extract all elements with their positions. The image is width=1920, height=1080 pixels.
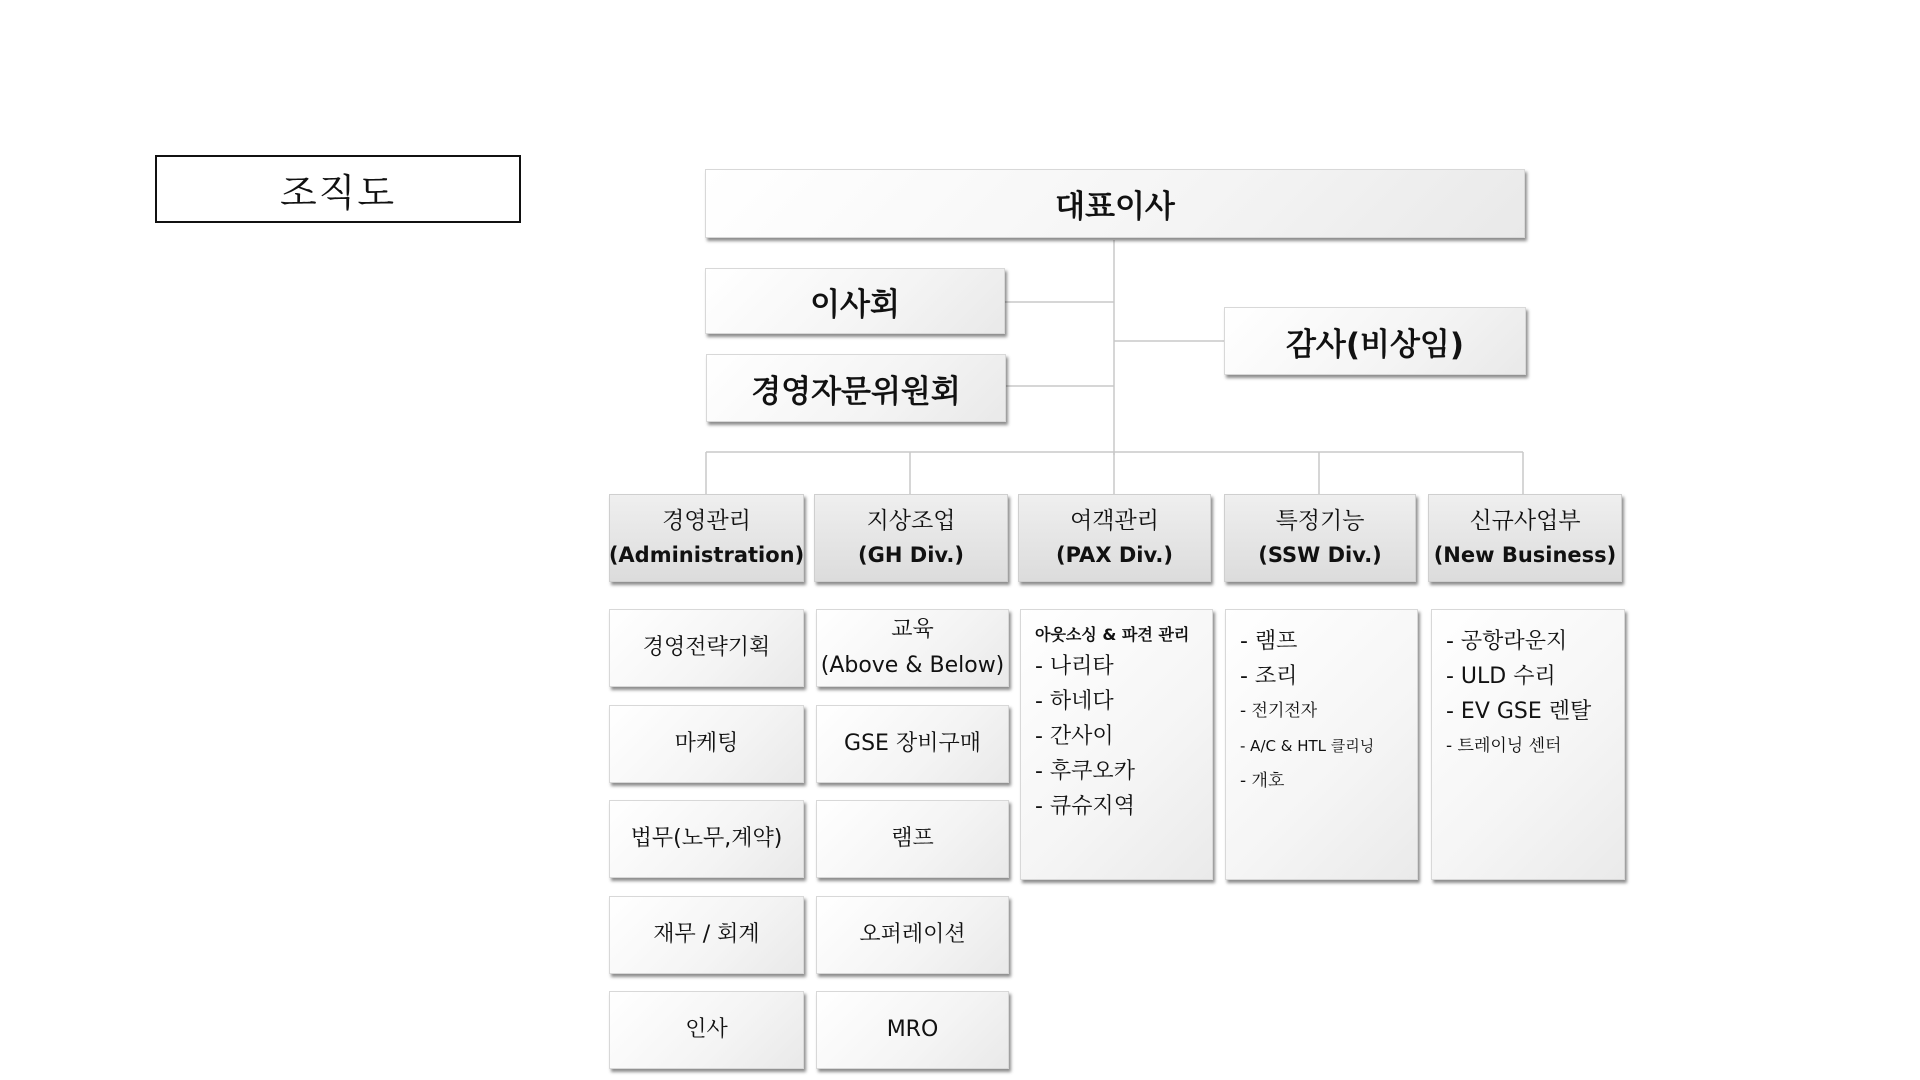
division-pax-header: [1018, 494, 1211, 582]
pax-list-heading: 아웃소싱 & 파견 관리: [1035, 625, 1190, 644]
division-pax-english: (PAX Div.): [1056, 543, 1173, 567]
ceo-box: 대표이사: [705, 169, 1525, 238]
gh-unit-label: MRO: [886, 1017, 939, 1042]
division-gh-name: 지상조업: [866, 508, 956, 534]
newbiz-list-item: - ULD 수리: [1446, 664, 1556, 689]
newbiz-list-item: - 공항라운지: [1446, 629, 1568, 654]
page-title: 조직도: [155, 155, 521, 223]
pax-list-item: - 후쿠오카: [1035, 759, 1135, 784]
gh-unit-label: 램프: [891, 826, 934, 851]
division-gh-english: (GH Div.): [858, 543, 964, 567]
pax-list-item: - 하네다: [1035, 689, 1114, 714]
newbiz-list-item: - EV GSE 렌탈: [1446, 699, 1592, 724]
admin-unit-finance: [609, 896, 804, 974]
ssw-list-item: - 개호: [1240, 771, 1285, 791]
audit-box: 감사(비상임): [1224, 307, 1526, 375]
pax-list-item: - 큐슈지역: [1035, 794, 1135, 819]
gh-unit-label: GSE 장비구매: [844, 731, 981, 756]
division-admin-english: (Administration): [608, 543, 805, 567]
admin-unit-label: 법무(노무,계약): [630, 826, 783, 851]
admin-unit-hr: [609, 991, 804, 1069]
newbiz-unit-list: [1431, 609, 1625, 880]
ssw-list-item: - 전기전자: [1240, 701, 1318, 721]
pax-unit-list: [1020, 609, 1213, 880]
ssw-list-item: - 램프: [1240, 629, 1298, 654]
division-admin-header: [609, 494, 804, 582]
admin-unit-label: 인사: [685, 1017, 728, 1042]
gh-unit-ramp: [816, 800, 1009, 878]
admin-unit-strategy: [609, 609, 804, 687]
division-newbiz-header: [1428, 494, 1622, 582]
division-newbiz-english: (New Business): [1433, 543, 1617, 567]
division-admin-name: 경영관리: [662, 508, 751, 534]
division-gh-header: [814, 494, 1008, 582]
admin-unit-marketing: [609, 705, 804, 783]
division-ssw-english: (SSW Div.): [1258, 543, 1382, 567]
ssw-unit-list: [1225, 609, 1418, 880]
admin-unit-label: 경영전략기획: [642, 635, 771, 660]
pax-list-item: - 나리타: [1035, 654, 1114, 679]
admin-unit-label: 마케팅: [674, 731, 739, 756]
gh-unit-operations: [816, 896, 1009, 974]
admin-unit-label: 재무 / 회계: [653, 922, 760, 947]
division-ssw-header: [1224, 494, 1416, 582]
advisory-committee-box: 경영자문위원회: [706, 354, 1006, 422]
gh-unit-label: 교육: [891, 617, 934, 642]
ssw-list-item: - 조리: [1240, 664, 1298, 689]
pax-list-item: - 간사이: [1035, 724, 1114, 749]
gh-unit-gse-purchase: [816, 705, 1009, 783]
admin-unit-legal: [609, 800, 804, 878]
gh-unit-mro: [816, 991, 1009, 1069]
division-pax-name: 여객관리: [1070, 508, 1159, 534]
gh-unit-label: 오퍼레이션: [859, 922, 966, 947]
division-ssw-name: 특정기능: [1275, 508, 1365, 534]
division-newbiz-name: 신규사업부: [1469, 508, 1581, 534]
newbiz-list-item: - 트레이닝 센터: [1446, 736, 1562, 756]
board-box: 이사회: [705, 268, 1005, 334]
ssw-list-item: - A/C & HTL 클리닝: [1240, 737, 1375, 755]
gh-unit-sublabel: (Above & Below): [820, 653, 1005, 678]
gh-unit-training: [816, 609, 1009, 687]
